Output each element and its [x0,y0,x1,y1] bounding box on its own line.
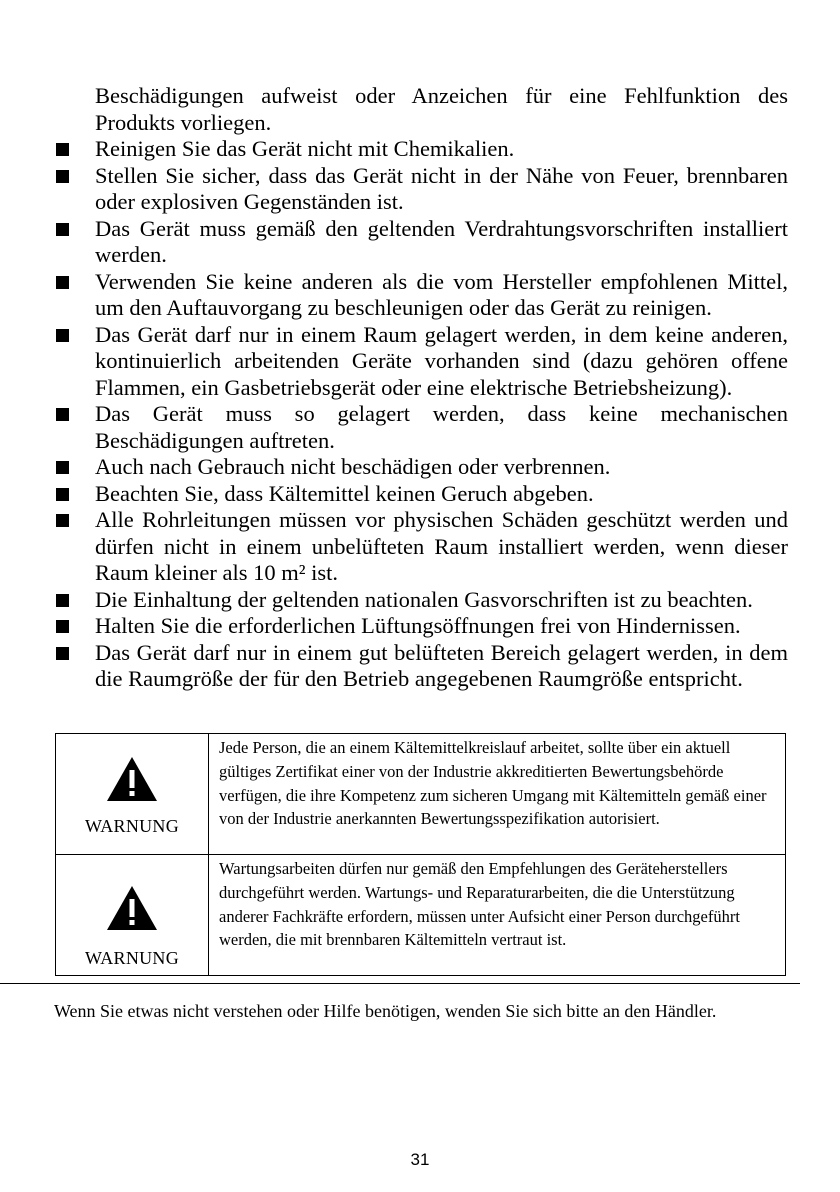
warning-triangle-icon [106,885,158,931]
list-item-text: Auch nach Gebrauch nicht beschädigen oder verbrennen. [95,454,611,479]
list-item [50,613,788,640]
list-item [50,216,788,269]
footer-divider [0,983,800,984]
square-bullet-icon [56,276,69,289]
square-bullet-icon [56,223,69,236]
square-bullet-icon [56,143,69,156]
list-item [50,454,788,481]
warning-table [55,733,786,976]
warning-triangle-icon [106,756,158,802]
square-bullet-icon [56,594,69,607]
list-item [50,269,788,322]
list-item [50,401,788,454]
square-bullet-icon [56,170,69,183]
square-bullet-icon [56,514,69,527]
list-item [50,587,788,614]
continued-paragraph: Beschädigungen aufweist oder Anzeichen für eine Fehlfunktion des Produkts vorliegen. [95,83,788,135]
list-item-text: Halten Sie die erforderlichen Lüftungsöffnungen frei von Hindernissen. [95,613,741,638]
warning-symbol-cell [56,734,209,855]
warning-symbol-cell [56,855,209,976]
warning-label: WARNUNG [84,816,180,836]
square-bullet-icon [56,461,69,474]
list-item-text: Die Einhaltung der geltenden nationalen Gasvorschriften ist zu beachten. [95,586,753,612]
warning-text: Jede Person, die an einem Kältemittelkreislauf arbeitet, sollte über ein aktuell gültiges Zertifikat einer von der Industrie akkreditierten Bewertungsbehörde verfügen, die ihre Kompetenz zum sicheren Umgang mit Kältemitteln gemäß einer von der Industrie anerkannten Bewertungsspezifikation autorisiert. [209,734,786,855]
list-item-text: Das Gerät darf nur in einem Raum gelagert werden, in dem keine anderen, kontinuierlich arbeitenden Geräte vorhanden sind (dazu gehören offene Flammen, ein Gasbetriebsgerät oder eine elektrische Betriebsheizung). [95,321,788,400]
list-item [50,322,788,402]
list-item-text: Verwenden Sie keine anderen als die vom Hersteller empfohlenen Mittel, um den Auftauvorgang zu beschleunigen oder das Gerät zu reinigen. [95,268,788,320]
warning-text: Wartungsarbeiten dürfen nur gemäß den Empfehlungen des Geräteherstellers durchgeführt werden. Wartungs- und Reparaturarbeiten, die die Unterstützung anderer Fachkräfte erfordern, müssen unter Aufsicht einer Person durchgeführt werden, die mit brennbaren Kältemitteln vertraut ist. [209,855,786,976]
list-item [50,163,788,216]
list-item [50,640,788,693]
list-item-text: Das Gerät darf nur in einem gut belüfteten Bereich gelagert werden, in dem die Raumgröße der für den Betrieb angegebenen Raumgröße entspricht. [95,639,788,691]
list-item [50,507,788,587]
square-bullet-icon [56,488,69,501]
warning-row [56,855,786,976]
square-bullet-icon [56,620,69,633]
warning-label: WARNUNG [84,948,180,968]
list-item-text: Das Gerät muss so gelagert werden, dass keine mechanischen Beschädigungen auftreten. [95,401,788,453]
page-number: 31 [410,1150,430,1169]
warning-row [56,734,786,855]
list-item [50,481,788,508]
list-item [50,136,788,163]
list-item-text: Stellen Sie sicher, dass das Gerät nicht in der Nähe von Feuer, brennbaren oder explosiven Gegenständen ist. [95,162,788,214]
list-item-text: Das Gerät muss gemäß den geltenden Verdrahtungsvorschriften installiert werden. [95,215,788,267]
footer-note: Wenn Sie etwas nicht verstehen oder Hilfe benötigen, wenden Sie sich bitte an den Händler. [54,1001,717,1021]
square-bullet-icon [56,647,69,660]
square-bullet-icon [56,329,69,342]
square-bullet-icon [56,408,69,421]
list-item-text: Alle Rohrleitungen müssen vor physischen Schäden geschützt werden und dürfen nicht in einem unbelüfteten Raum installiert werden, wenn dieser Raum kleiner als 10 m² ist. [95,507,788,585]
safety-bullet-list [50,83,788,693]
list-item-text: Beachten Sie, dass Kältemittel keinen Geruch abgeben. [95,480,594,506]
list-item-text: Reinigen Sie das Gerät nicht mit Chemikalien. [95,136,515,161]
